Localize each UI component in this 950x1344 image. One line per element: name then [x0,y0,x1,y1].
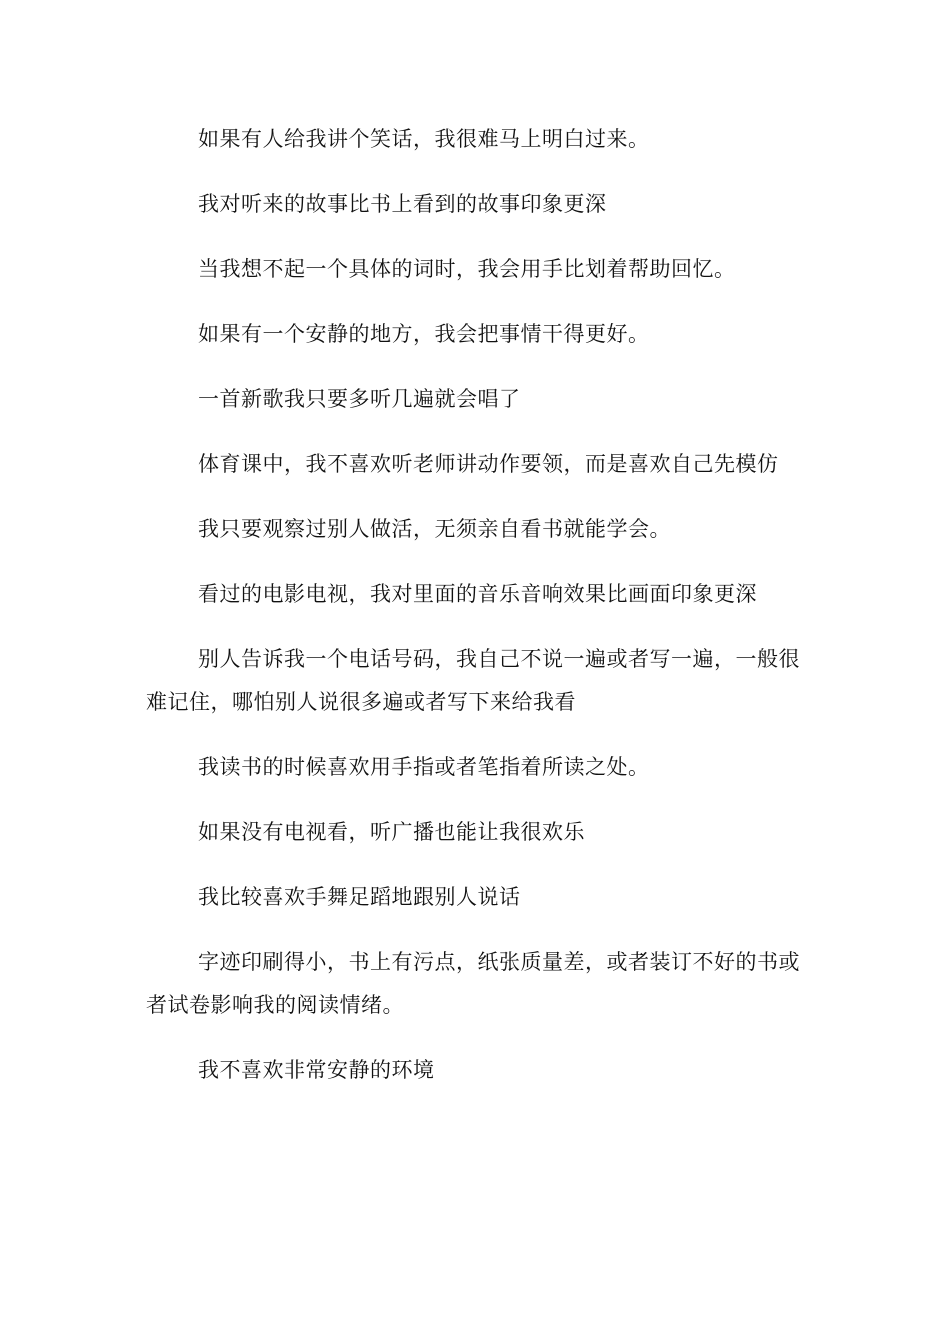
paragraph: 我不喜欢非常安静的环境 [198,1058,435,1082]
paragraph: 当我想不起一个具体的词时，我会用手比划着帮助回忆。 [198,257,736,281]
paragraph: 体育课中，我不喜欢听老师讲动作要领，而是喜欢自己先模仿 [198,452,779,476]
paragraph: 一首新歌我只要多听几遍就会唱了 [198,387,521,411]
paragraph: 我读书的时候喜欢用手指或者笔指着所读之处。 [198,755,650,779]
paragraph: 如果有人给我讲个笑话，我很难马上明白过来。 [198,127,650,151]
paragraph: 看过的电影电视，我对里面的音乐音响效果比画面印象更深 [198,582,757,606]
document-body [146,118,814,1114]
paragraph: 我只要观察过别人做活，无须亲自看书就能学会。 [198,517,671,541]
paragraph: 如果有一个安静的地方，我会把事情干得更好。 [198,322,650,346]
paragraph: 我对听来的故事比书上看到的故事印象更深 [198,192,607,216]
paragraph: 如果没有电视看，听广播也能让我很欢乐 [198,820,585,844]
paragraph: 字迹印刷得小，书上有污点，纸张质量差，或者装订不好的书或者试卷影响我的阅读情绪。 [146,950,800,1017]
paragraph: 别人告诉我一个电话号码，我自己不说一遍或者写一遍，一般很难记住，哪怕别人说很多遍或者写下来给我看 [146,647,800,714]
paragraph: 我比较喜欢手舞足蹈地跟别人说话 [198,885,521,909]
